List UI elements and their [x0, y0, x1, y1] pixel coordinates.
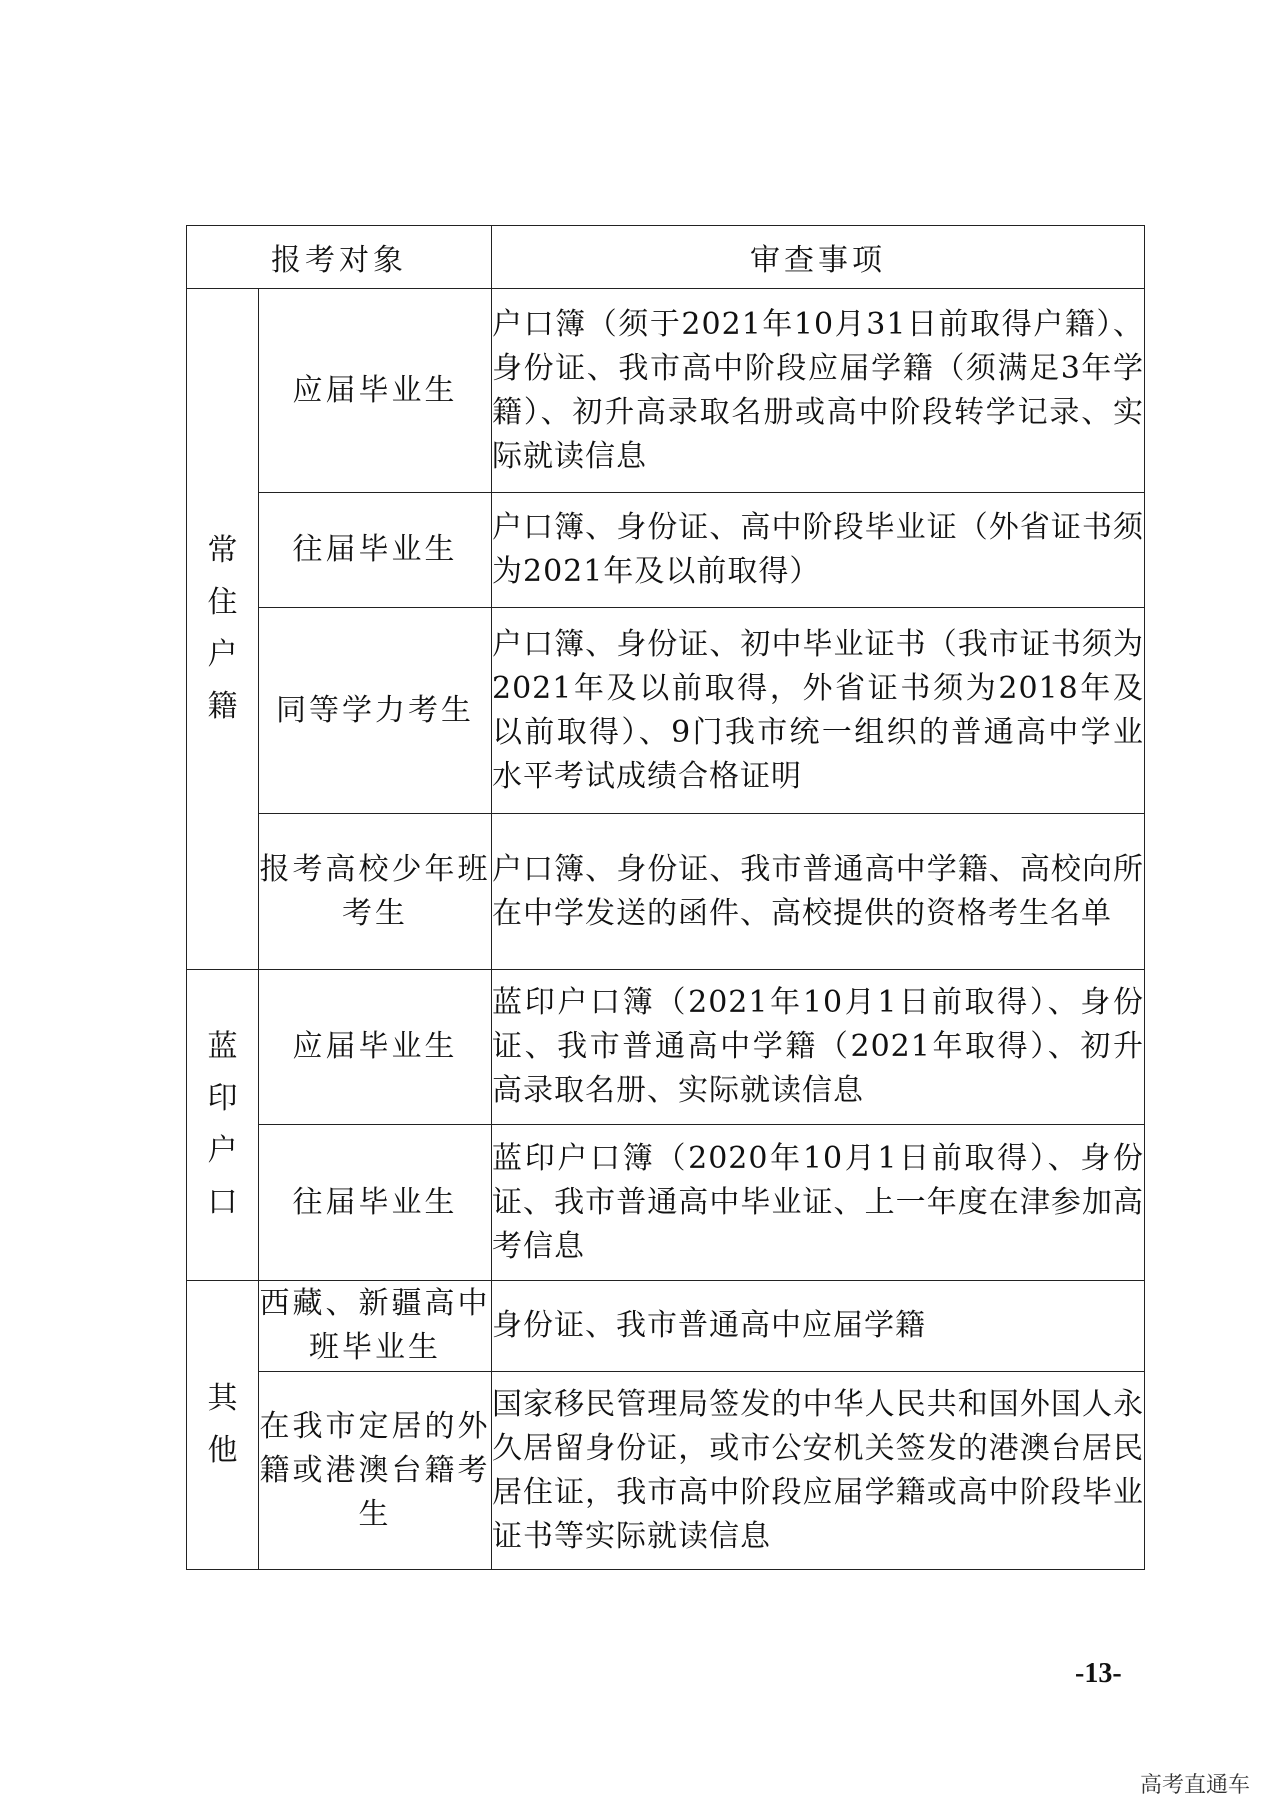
row-items: 身份证、我市普通高中应届学籍 [492, 1281, 1145, 1372]
table-header-row [187, 226, 1145, 289]
table-row [187, 289, 1145, 493]
row-subject: 往届毕业生 [259, 493, 492, 608]
table-row [187, 814, 1145, 970]
row-subject: 在我市定居的外籍或港澳台籍考生 [259, 1372, 492, 1570]
row-subject: 往届毕业生 [259, 1125, 492, 1281]
row-items: 国家移民管理局签发的中华人民共和国外国人永久居留身份证，或市公安机关签发的港澳台居民居住证，我市高中阶段应届学籍或高中阶段毕业证书等实际就读信息 [492, 1372, 1145, 1570]
row-items: 蓝印户口簿（2020年10月1日前取得）、身份证、我市普通高中毕业证、上一年度在津参加高考信息 [492, 1125, 1145, 1281]
group-label-permanent-residence: 常 住 户 籍 [187, 289, 259, 970]
row-items: 户口簿、身份证、高中阶段毕业证（外省证书须为2021年及以前取得） [492, 493, 1145, 608]
row-subject: 同等学力考生 [259, 608, 492, 814]
header-items: 审查事项 [492, 226, 1145, 289]
table-row [187, 608, 1145, 814]
row-subject: 西藏、新疆高中班毕业生 [259, 1281, 492, 1372]
group-label-blue-stamp-hukou: 蓝 印 户 口 [187, 970, 259, 1281]
header-subject: 报考对象 [187, 226, 492, 289]
review-items-table [186, 225, 1145, 1570]
row-subject: 报考高校少年班考生 [259, 814, 492, 970]
table-row [187, 970, 1145, 1125]
row-items: 户口簿（须于2021年10月31日前取得户籍）、身份证、我市高中阶段应届学籍（须满足3年学籍）、初升高录取名册或高中阶段转学记录、实际就读信息 [492, 289, 1145, 493]
table-row [187, 1372, 1145, 1570]
group-label-other: 其 他 [187, 1281, 259, 1570]
row-items: 蓝印户口簿（2021年10月1日前取得）、身份证、我市普通高中学籍（2021年取得）、初升高录取名册、实际就读信息 [492, 970, 1145, 1125]
table-row [187, 1125, 1145, 1281]
table-row [187, 493, 1145, 608]
table-row [187, 1281, 1145, 1372]
row-items: 户口簿、身份证、初中毕业证书（我市证书须为2021年及以前取得，外省证书须为2018年及以前取得）、9门我市统一组织的普通高中学业水平考试成绩合格证明 [492, 608, 1145, 814]
watermark: 高考直通车 [1140, 1773, 1251, 1798]
row-items: 户口簿、身份证、我市普通高中学籍、高校向所在中学发送的函件、高校提供的资格考生名单 [492, 814, 1145, 970]
row-subject: 应届毕业生 [259, 970, 492, 1125]
row-subject: 应届毕业生 [259, 289, 492, 493]
page-number: -13- [1075, 1658, 1122, 1689]
